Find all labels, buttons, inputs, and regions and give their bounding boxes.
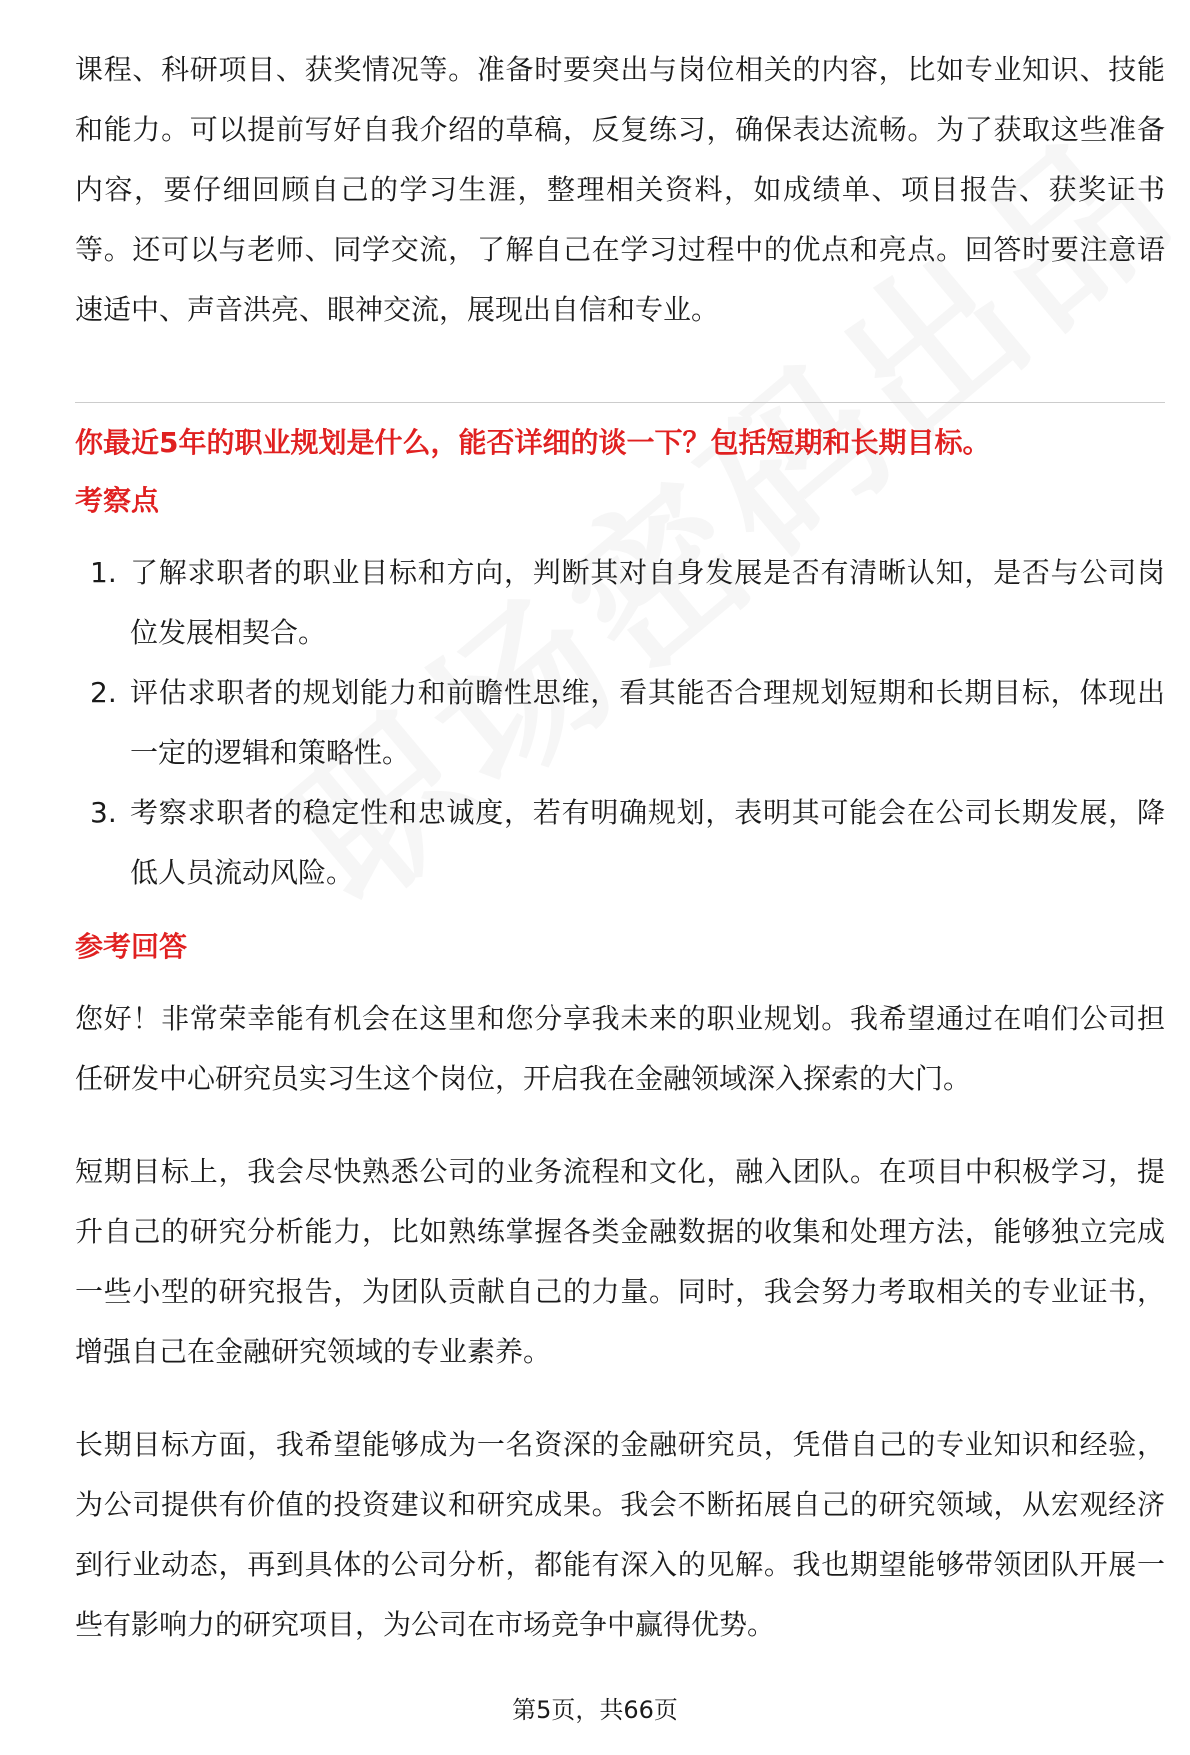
assessment-heading: 考察点 — [75, 484, 160, 517]
intro-paragraph: 课程、科研项目、获奖情况等。准备时要突出与岗位相关的内容，比如专业知识、技能和能力。可以提前写好自我介绍的草稿，反复练习，确保表达流畅。为了获取这些准备内容，要仔细回顾自己的学习生涯，整理相关资料，如成绩单、项目报告、获奖证书等。还可以与老师、同学交流，了解自己在学习过程中的优点和亮点。回答时要注意语速适中、声音洪亮、眼神交流，展现出自信和专业。 — [75, 53, 1165, 326]
point-number: 2. — [90, 676, 117, 709]
answer-heading: 参考回答 — [75, 930, 188, 963]
page-indicator: 第5页，共66页 — [512, 1696, 678, 1724]
assessment-point — [75, 783, 1165, 903]
point-number: 1. — [90, 556, 117, 589]
assessment-point — [75, 543, 1165, 663]
answer-paragraph: 短期目标上，我会尽快熟悉公司的业务流程和文化，融入团队。在项目中积极学习，提升自己的研究分析能力，比如熟练掌握各类金融数据的收集和处理方法，能够独立完成一些小型的研究报告，为团队贡献自己的力量。同时，我会努力考取相关的专业证书，增强自己在金融研究领域的专业素养。 — [75, 1155, 1165, 1368]
point-number: 3. — [90, 796, 117, 829]
document-page — [75, 40, 1165, 1655]
answer-paragraph: 您好！非常荣幸能有机会在这里和您分享我未来的职业规划。我希望通过在咱们公司担任研发中心研究员实习生这个岗位，开启我在金融领域深入探索的大门。 — [75, 1002, 1165, 1095]
point-text: 评估求职者的规划能力和前瞻性思维，看其能否合理规划短期和长期目标，体现出一定的逻辑和策略性。 — [130, 676, 1165, 769]
assessment-point — [75, 663, 1165, 783]
section-divider — [75, 402, 1165, 403]
point-text: 了解求职者的职业目标和方向，判断其对自身发展是否有清晰认知，是否与公司岗位发展相契合。 — [130, 556, 1165, 649]
assessment-points-list — [75, 543, 1165, 903]
answer-paragraph: 长期目标方面，我希望能够成为一名资深的金融研究员，凭借自己的专业知识和经验，为公司提供有价值的投资建议和研究成果。我会不断拓展自己的研究领域，从宏观经济到行业动态，再到具体的公司分析，都能有深入的见解。我也期望能够带领团队开展一些有影响力的研究项目，为公司在市场竞争中赢得优势。 — [75, 1428, 1165, 1641]
question-title: 你最近5年的职业规划是什么，能否详细的谈一下？包括短期和长期目标。 — [75, 426, 991, 459]
point-text: 考察求职者的稳定性和忠诚度，若有明确规划，表明其可能会在公司长期发展，降低人员流动风险。 — [130, 796, 1165, 889]
